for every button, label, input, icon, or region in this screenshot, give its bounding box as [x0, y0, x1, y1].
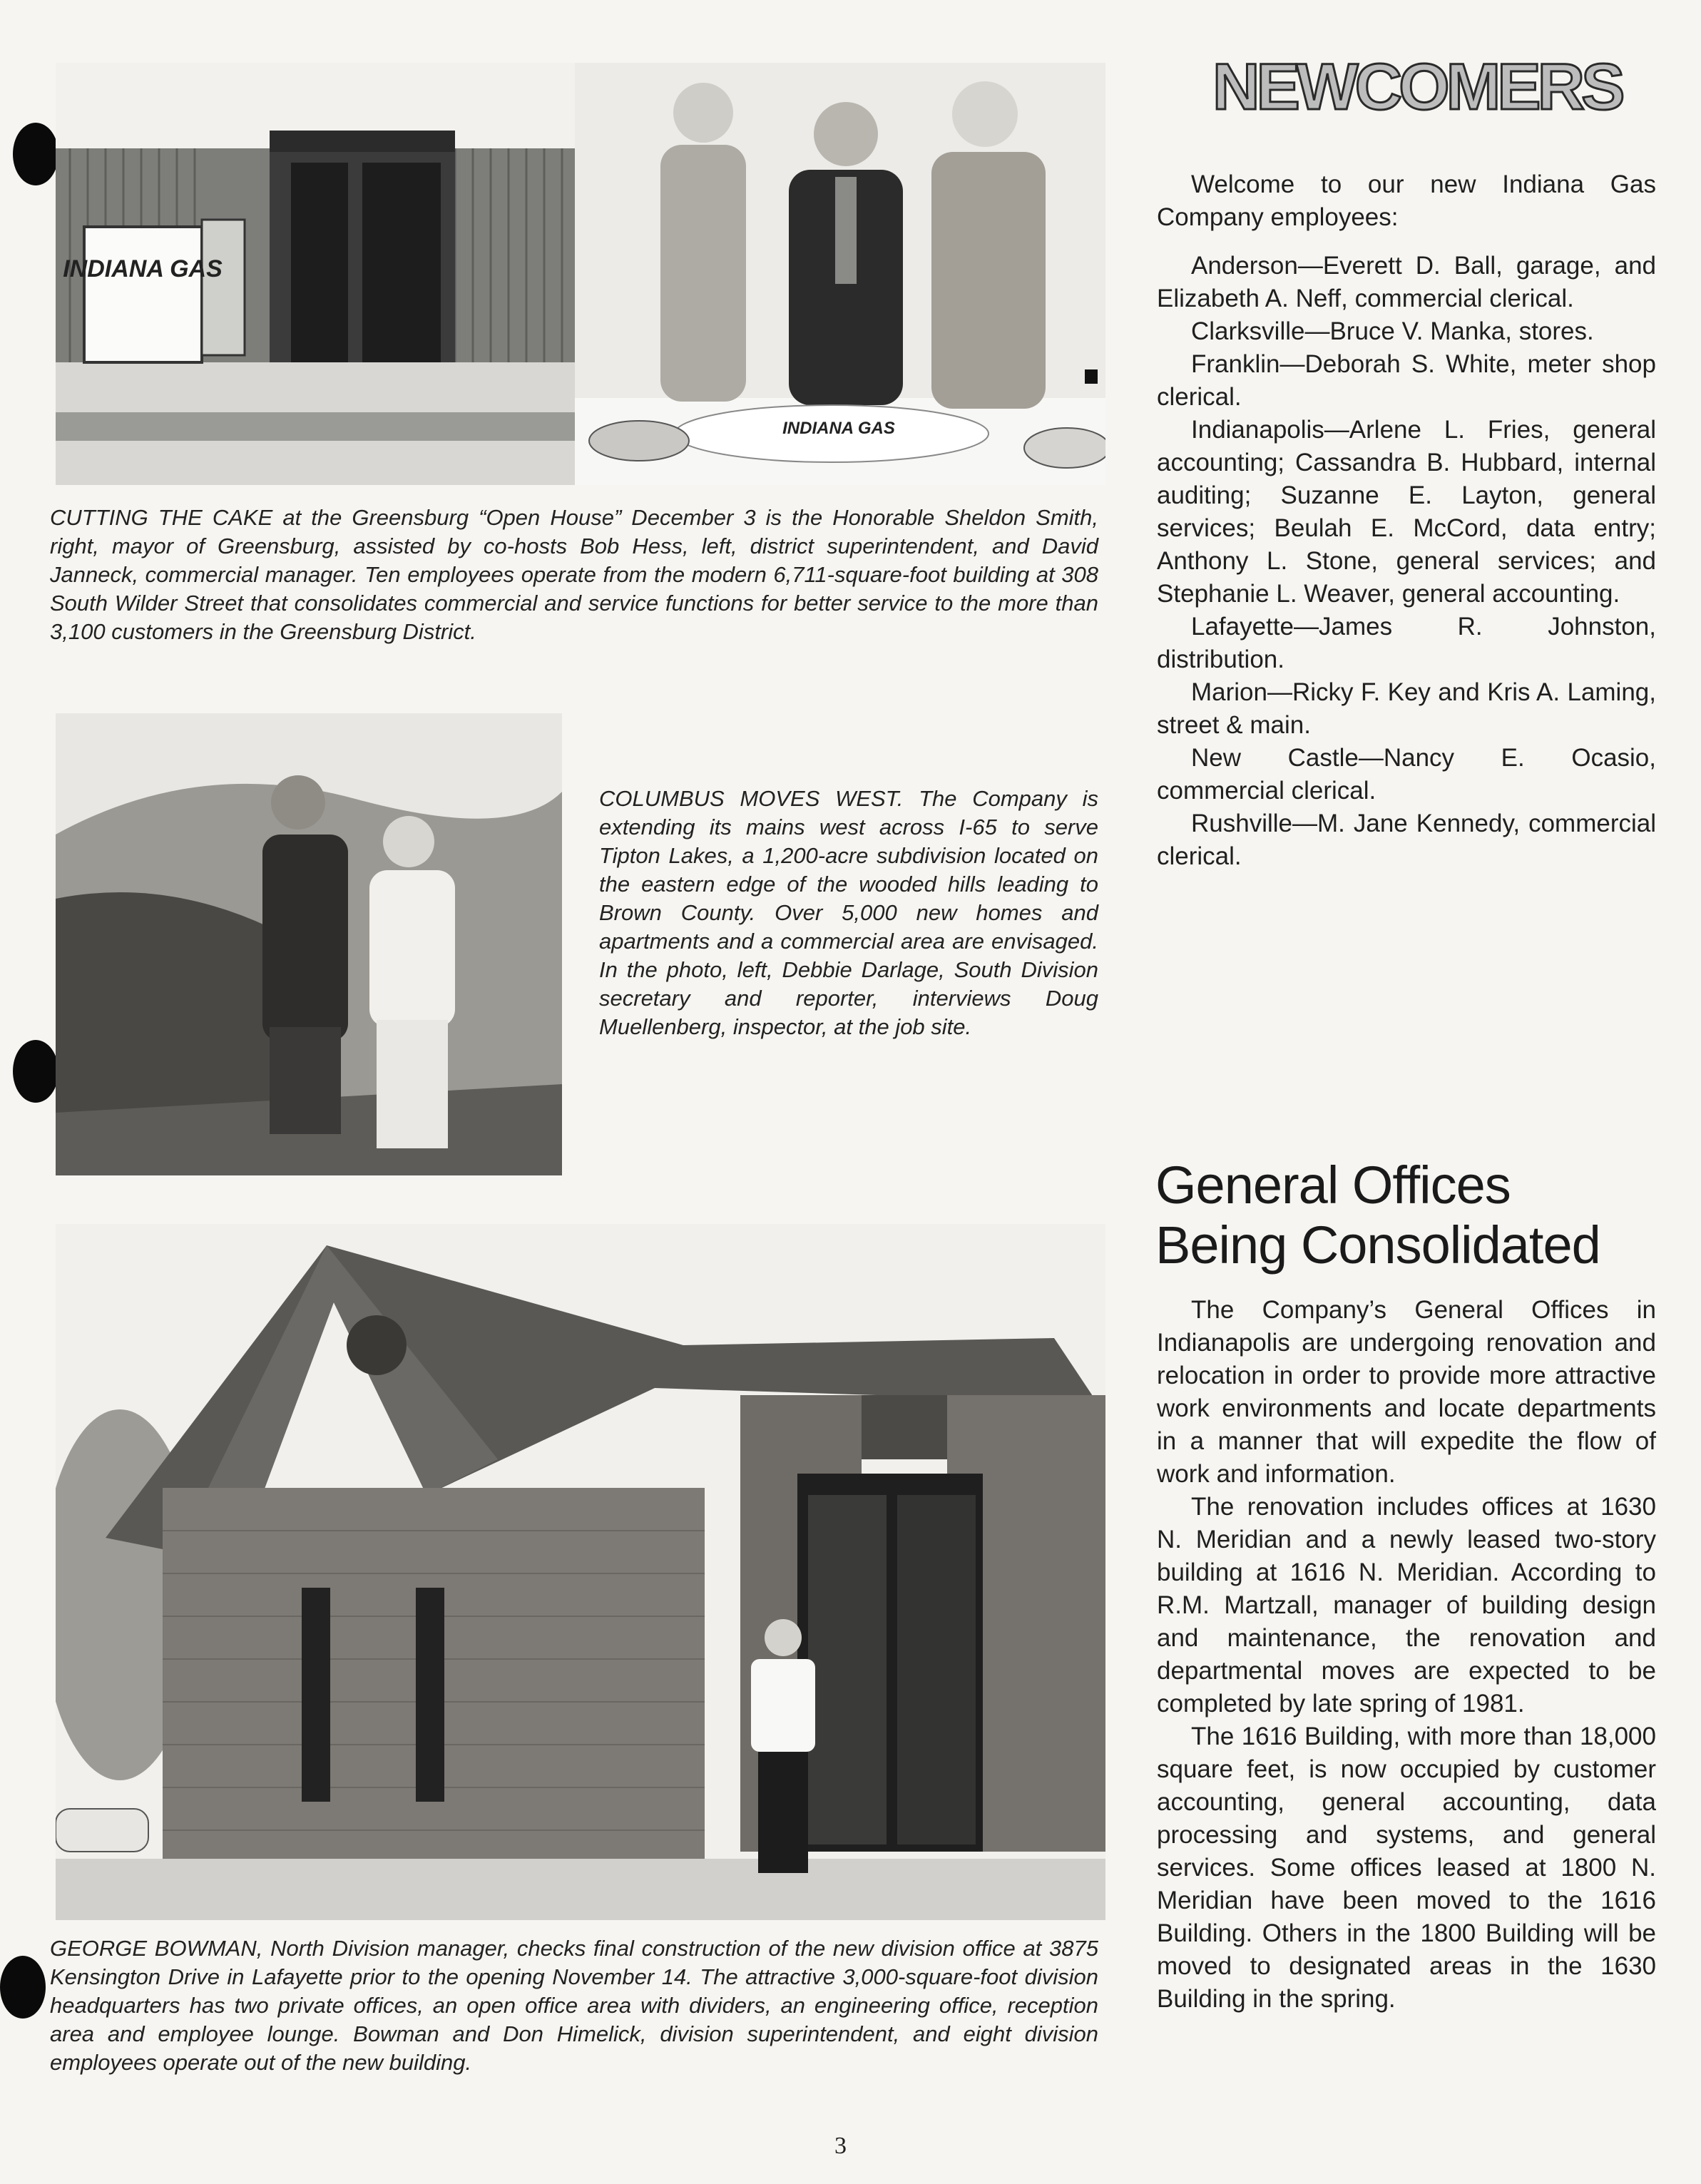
article-paragraph: The renovation includes offices at 1630 N. Meridian and a newly leased two-story building at 1616 N. Meridian. According to R.M. Martzall, manager of building design and maintenance, the renovation and departmental moves are expected to be completed by late spring of 1981. [1157, 1493, 1656, 1718]
article-title-line2: Being Consolidated [1155, 1215, 1600, 1275]
photo-columbus-job-site [56, 713, 562, 1175]
newcomer-entry: Lafayette—James R. Johnston, distribution. [1157, 613, 1656, 673]
newcomer-entry: Anderson—Everett D. Ball, garage, and Elizabeth A. Neff, commercial clerical. [1157, 252, 1656, 312]
article-title [1155, 1155, 1669, 1275]
newcomers-title: NEWCOMERS [1212, 51, 1622, 123]
caption-bowman: GEORGE BOWMAN, North Division manager, checks final construction of the new division office at 3875 Kensington Drive in Lafayette prior to the opening November 14. The attractive 3,000-square-foot division headquarters has two private offices, an open office area with dividers, an engineering office, reception area and employee lounge. Bowman and Don Himelick, division superintendent, and eight division employees operate out of the new building. [50, 1936, 1098, 2075]
newcomer-entry: Rushville—M. Jane Kennedy, commercial clerical. [1157, 810, 1656, 870]
newcomer-entry: New Castle—Nancy E. Ocasio, commercial clerical. [1157, 744, 1656, 805]
article-paragraph: The Company’s General Offices in Indianapolis are undergoing renovation and relocation in order to provide more attractive work environments and locate departments in a manner that will expedite the flow of work and information. [1157, 1296, 1656, 1488]
binder-hole-bottom [0, 1956, 46, 2019]
caption-cake-cutting: CUTTING THE CAKE at the Greensburg “Open House” December 3 is the Honorable Sheldon Smith, right, mayor of Greensburg, assisted by co-hosts Bob Hess, left, district superintendent, and David Janneck, commercial manager. Ten employees operate from the modern 6,711-square-foot building at 308 South Wilder Street that consolidates commercial and service functions for better service to the more than 3,100 customers in the Greensburg District. [50, 505, 1098, 644]
article-body [1157, 1294, 1656, 2016]
newcomer-entry: Franklin—Deborah S. White, meter shop clerical. [1157, 350, 1656, 411]
photo-greensburg-building [56, 63, 585, 485]
article-title-line1: General Offices [1155, 1155, 1511, 1215]
sign-text: INDIANA GAS [63, 255, 223, 282]
newcomers-intro: Welcome to our new Indiana Gas Company employees: [1157, 170, 1656, 231]
newcomer-entry: Marion—Ricky F. Key and Kris A. Laming, street & main. [1157, 678, 1656, 739]
newcomer-entry: Indianapolis—Arlene L. Fries, general accounting; Cassandra B. Hubbard, internal auditing; Suzanne E. Layton, general services; Beulah E. McCord, data entry; Anthony L. Stone, general services; and Stephanie L. Weaver, general accounting. [1157, 416, 1656, 608]
caption-columbus: COLUMBUS MOVES WEST. The Company is extending its mains west across I-65 to serve Tipton Lakes, a 1,200-acre subdivision located on the eastern edge of the wooded hills leading to Brown County. Over 5,000 new homes and apartments and a commercial area are envisaged. In the photo, left, Debbie Darlage, South Division secretary and reporter, interviews Doug Muellenberg, inspector, at the job site. [599, 786, 1098, 1039]
binder-hole-top [13, 123, 58, 185]
photo-lafayette-office [56, 1224, 1105, 1920]
article-paragraph: The 1616 Building, with more than 18,000 square feet, is now occupied by customer accounting, general accounting, data processing and systems, and general services. Some offices leased at 1800 N. Meridian have been moved to the 1616 Building. Others in the 1800 Building will be moved to designated areas in the 1630 Building in the spring. [1157, 1723, 1656, 2013]
newcomers-column [1157, 168, 1656, 873]
newcomer-entry: Clarksville—Bruce V. Manka, stores. [1191, 317, 1594, 345]
photo-cake-cutting [575, 63, 1105, 485]
page-number: 3 [834, 2133, 847, 2159]
binder-hole-middle [13, 1040, 58, 1103]
cake-text: INDIANA GAS [782, 419, 895, 438]
